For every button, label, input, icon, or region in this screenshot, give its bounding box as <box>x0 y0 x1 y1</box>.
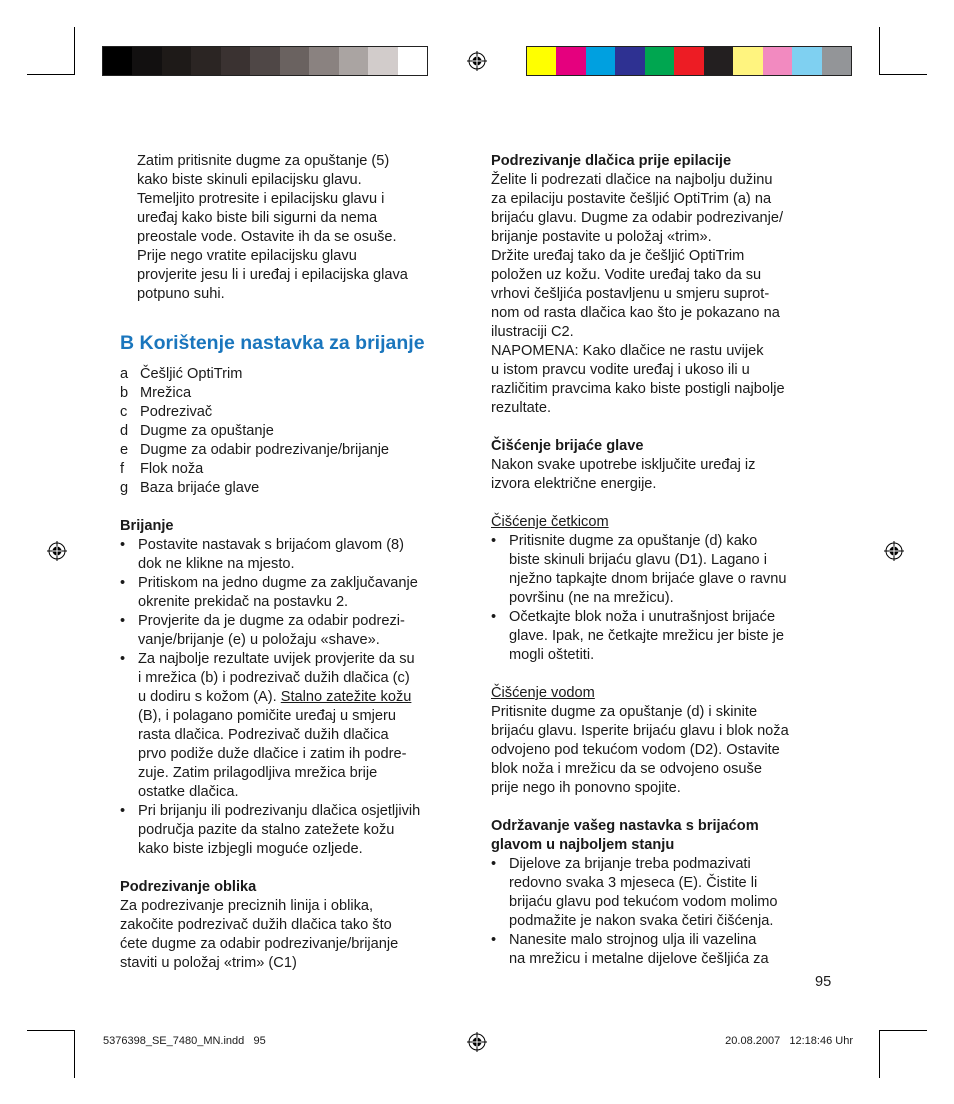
shapes-paragraph: Za podrezivanje preciznih linija i oblika, zakočite podrezivač dužih dlačica tako što ćete dugme za odabir podrezivanje/brijanje staviti u položaj «trim» (C1) <box>120 898 399 971</box>
crop-mark <box>74 1030 75 1078</box>
gray-swatch <box>398 47 427 75</box>
list-item: f Flok noža <box>120 461 204 477</box>
brush-list <box>491 532 851 665</box>
gray-swatch <box>339 47 368 75</box>
list-item: • Postavite nastavak s brijaćom glavom (8) dok ne klikne na mjesto. <box>120 536 470 574</box>
color-swatch <box>792 47 821 75</box>
crop-mark <box>27 1030 75 1031</box>
color-swatch <box>556 47 585 75</box>
list-item: g Baza brijaće glave <box>120 480 260 496</box>
left-column <box>120 152 470 973</box>
list-item: c Podrezivač <box>120 404 213 420</box>
trim-paragraph: Želite li podrezati dlačice na najbolju dužinu za epilaciju postavite češljić OptiTrim (a) na brijaću glavu. Dugme za odabir podrezivanje/ brijanje postavite u položaj «trim». Držite uređaj tako da je češljić OptiTrim položen uz kožu. Vodite uređaj tako da su vrhovi češljića postavljenu u smjeru suprot- nom od rasta dlačica kao što je pokazano na ilustraciji C2. NAPOMENA: Kako dlačice ne rastu uvijek u istom pravcu vodite uređaj i ukoso ili u različitim pravcima kako biste postigli najbolje rezultate. <box>491 172 785 416</box>
list-item: a Češljić OptiTrim <box>120 366 243 382</box>
process-color-bar <box>526 46 852 76</box>
gray-swatch <box>250 47 279 75</box>
parts-list <box>120 365 470 498</box>
list-item: e Dugme za odabir podrezivanje/brijanje <box>120 442 390 458</box>
page-number: 95 <box>815 974 832 990</box>
intro-paragraph: Zatim pritisnite dugme za opuštanje (5) kako biste skinuli epilacijsku glavu. Temeljito protresite i epilacijsku glavu i uređaj kako biste bili sigurni da nema preostale vode. Ostavite ih da se osuše. Prije nego vratite epilacijsku glavu provjerite jesu li i uređaj i epilacijska glava potpuno suhi. <box>137 153 408 302</box>
color-swatch <box>645 47 674 75</box>
shaving-heading: Brijanje <box>120 518 174 534</box>
crop-mark <box>879 27 880 75</box>
maintain-list <box>491 855 851 969</box>
color-swatch <box>615 47 644 75</box>
color-swatch <box>733 47 762 75</box>
color-swatch <box>822 47 851 75</box>
list-item: • Pritisnite dugme za opuštanje (d) kako biste skinuli brijaću glavu (D1). Lagano i nježno tapkajte dnom brijaće glave o ravnu površinu (ne na mrežicu). <box>491 532 851 608</box>
gray-swatch <box>368 47 397 75</box>
registration-mark-icon <box>47 541 67 561</box>
underlined-instruction: Stalno zatežite kožu <box>280 689 412 705</box>
crop-mark <box>74 27 75 75</box>
color-swatch <box>674 47 703 75</box>
list-item: • Za najbolje rezultate uvijek provjerite da su i mrežica (b) i podrezivač dužih dlačica (c) u dodiru s kožom (A). Stalno zatežite kožu (B), i polagano pomičite uređaj u smjeru rasta dlačica. Podrezivač dužih dlačica prvo podiže duže dlačice i zatim ih podre- zuje. Zatim prilagodljiva mrežica brije ostatke dlačica. <box>120 650 470 802</box>
list-item: b Mrežica <box>120 385 192 401</box>
footer-file-info: 5376398_SE_7480_MN.indd 95 <box>103 1035 266 1047</box>
crop-mark <box>879 74 927 75</box>
gray-swatch <box>132 47 161 75</box>
right-column <box>491 152 851 969</box>
list-item: • Pritiskom na jedno dugme za zaključavanje okrenite prekidač na postavku 2. <box>120 574 470 612</box>
shaving-list <box>120 536 470 859</box>
gray-swatch <box>221 47 250 75</box>
color-swatch <box>586 47 615 75</box>
list-item: • Nanesite malo strojnog ulja ili vazelina na mrežicu i metalne dijelove češljića za <box>491 931 851 969</box>
list-item: • Provjerite da je dugme za odabir podrezi- vanje/brijanje (e) u položaju «shave». <box>120 612 470 650</box>
color-swatch <box>704 47 733 75</box>
trim-heading: Podrezivanje dlačica prije epilacije <box>491 153 732 169</box>
brush-heading: Čišćenje četkicom <box>491 514 609 530</box>
list-item: • Pri brijanju ili podrezivanju dlačica osjetljivih područja pazite da stalno zatežete kožu kako biste izbjegli moguće ozljede. <box>120 802 470 859</box>
crop-mark <box>27 74 75 75</box>
crop-mark <box>879 1030 880 1078</box>
shapes-heading: Podrezivanje oblika <box>120 879 257 895</box>
list-item: • Očetkajte blok noža i unutrašnjost brijaće glave. Ipak, ne četkajte mrežicu jer biste je mogli oštetiti. <box>491 608 851 665</box>
gray-swatch <box>191 47 220 75</box>
crop-mark <box>879 1030 927 1031</box>
color-swatch <box>527 47 556 75</box>
clean-paragraph: Nakon svake upotrebe isključite uređaj iz izvora električne energije. <box>491 457 756 492</box>
grayscale-color-bar <box>102 46 428 76</box>
registration-mark-icon <box>467 51 487 71</box>
gray-swatch <box>280 47 309 75</box>
color-swatch <box>763 47 792 75</box>
list-item: d Dugme za opuštanje <box>120 423 274 439</box>
registration-mark-icon <box>884 541 904 561</box>
clean-heading: Čišćenje brijaće glave <box>491 438 644 454</box>
water-paragraph: Pritisnite dugme za opuštanje (d) i skinite brijaću glavu. Isperite brijaću glavu i blok noža odvojeno pod tekućom vodom (D2). Ostavite blok noža i mrežicu da se odvojeno osuše prije nego ih ponovno spojite. <box>491 704 789 796</box>
gray-swatch <box>103 47 132 75</box>
registration-mark-icon <box>467 1032 487 1052</box>
water-heading: Čišćenje vodom <box>491 685 595 701</box>
gray-swatch <box>309 47 338 75</box>
gray-swatch <box>162 47 191 75</box>
maintain-heading: Održavanje vašeg nastavka s brijaćom glavom u najboljem stanju <box>491 818 759 853</box>
section-title: B Korištenje nastavka za brijanje <box>120 332 425 354</box>
list-item: • Dijelove za brijanje treba podmazivati redovno svaka 3 mjeseca (E). Čistite li brijaću glavu pod tekućom vodom molimo podmažite je nakon svaka četiri čišćenja. <box>491 855 851 931</box>
footer-timestamp: 20.08.2007 12:18:46 Uhr <box>725 1035 853 1047</box>
